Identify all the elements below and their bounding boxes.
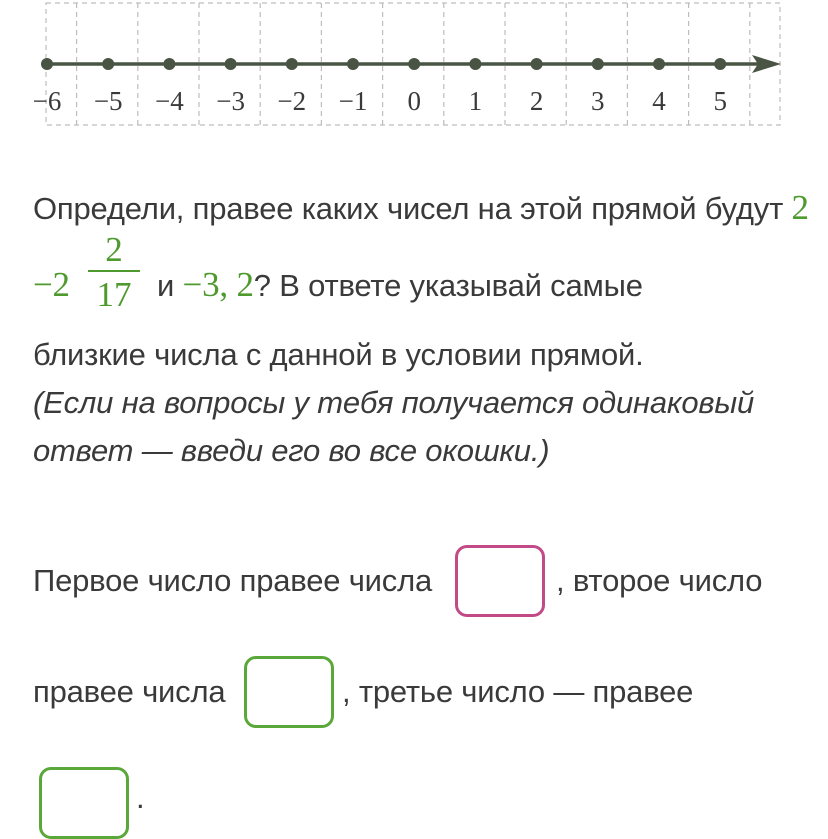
number-line-point xyxy=(347,58,359,70)
number-line-point xyxy=(714,58,726,70)
number-line-point xyxy=(531,58,543,70)
answer-input-2[interactable] xyxy=(244,656,334,728)
number-line-label: −1 xyxy=(338,86,368,116)
fraction-2-17 xyxy=(88,232,140,312)
mixed-number-whole: −2 xyxy=(33,265,70,304)
question-line-2-rest xyxy=(157,265,643,305)
answer-text-3: правее числа xyxy=(33,674,226,709)
number-line-label: 1 xyxy=(468,86,483,116)
answer-input-3[interactable] xyxy=(39,767,129,839)
number-line-label: −3 xyxy=(216,86,245,116)
number-line xyxy=(0,0,828,140)
conjunction: и xyxy=(157,268,175,303)
note-line-2: ответ — введи его во все окошки.) xyxy=(33,433,550,468)
question-text-cont: ? В ответе указывай самые xyxy=(253,268,643,303)
answer-input-1[interactable] xyxy=(455,545,545,617)
answer-text-5: . xyxy=(136,780,145,815)
number-line-label: −6 xyxy=(32,86,62,116)
answer-text-2: , второе число xyxy=(556,563,763,598)
number-line-label: −4 xyxy=(155,86,184,116)
number-line-label: 2 xyxy=(529,86,544,116)
fraction-numerator: 2 xyxy=(105,230,123,269)
question-line-2 xyxy=(33,265,70,305)
number-line-point xyxy=(163,58,175,70)
number-line-point xyxy=(225,58,237,70)
question-line-1 xyxy=(33,188,809,228)
number-line-point xyxy=(653,58,665,70)
question-line-3: близкие числа с данной в условии прямой. xyxy=(33,337,644,372)
note-line-1: (Если на вопросы у тебя получается одинаковый xyxy=(33,385,754,420)
number-line-label: 4 xyxy=(652,86,666,116)
number-line-point xyxy=(102,58,114,70)
fraction-bar xyxy=(88,270,140,272)
number-line-point xyxy=(41,58,53,70)
number-2: 2 xyxy=(791,188,809,227)
fraction-denominator: 17 xyxy=(96,275,132,314)
number-line-point xyxy=(408,58,420,70)
number-line-label: 3 xyxy=(591,86,605,116)
number-minus-3-2: −3, 2 xyxy=(182,265,254,304)
number-line-point xyxy=(469,58,481,70)
number-line-label: 0 xyxy=(407,86,421,116)
answer-text-4: , третье число — правее xyxy=(342,674,694,709)
number-line-point xyxy=(592,58,604,70)
number-line-label: −5 xyxy=(93,86,123,116)
answer-text-1: Первое число правее числа xyxy=(33,563,433,598)
number-line-label: −2 xyxy=(277,86,307,116)
number-line-point xyxy=(286,58,298,70)
number-line-label: 5 xyxy=(713,86,727,116)
question-text: Определи, правее каких чисел на этой прямой будут xyxy=(33,191,784,226)
